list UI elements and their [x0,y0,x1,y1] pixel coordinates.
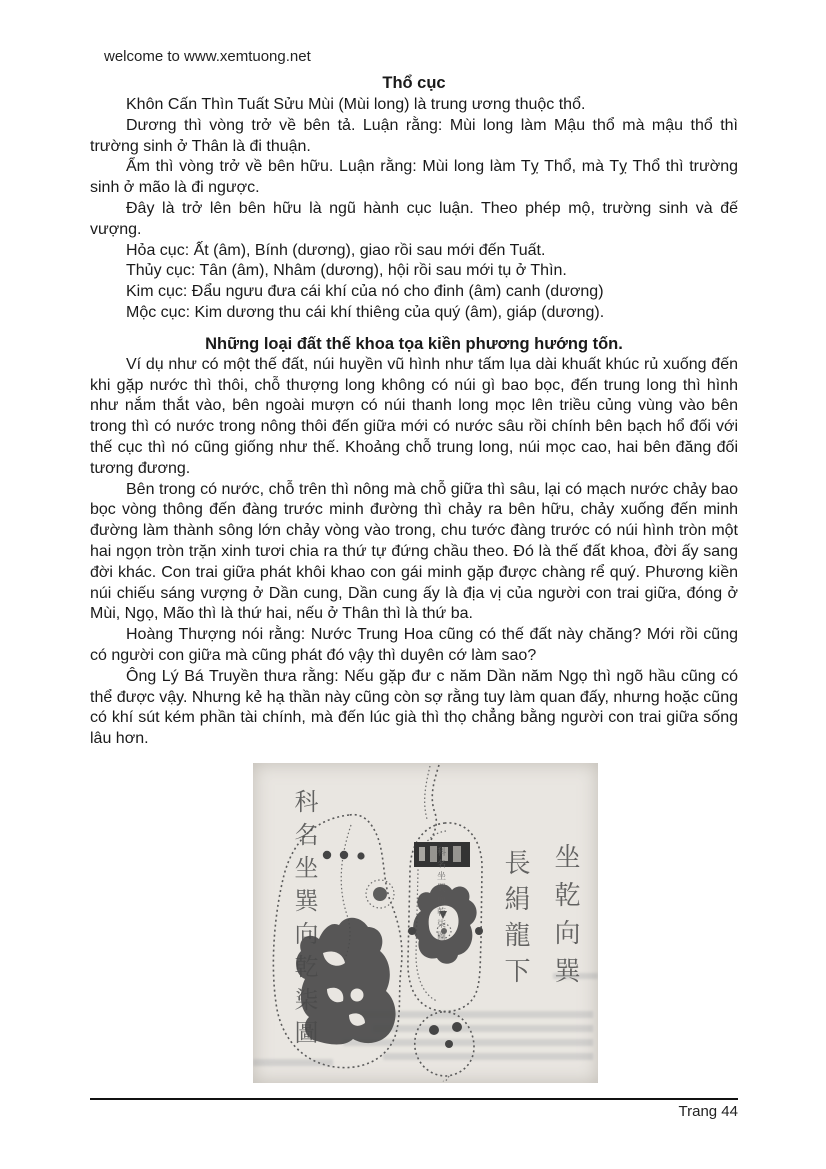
paragraph: Kim cục: Đẩu ngưu đưa cái khí của nó cho đinh (âm) canh (dương) [126,283,604,301]
paragraph: Mộc cục: Kim dương thu cái khí thiêng của quý (âm), giáp (dương). [126,303,605,321]
figure-right-outer-caption: 坐乾向巽 [550,842,580,995]
figure-left-caption: 科名坐巽向乾柒圖 [290,788,318,1053]
scanned-diagram-figure [253,763,598,1083]
footer-divider [90,1098,738,1100]
intro-paragraphs [90,95,738,324]
paragraph: Ví dụ như có một thế đất, núi huyền vũ hình như tấm lụa dài khuất khúc rủ xuống đến khi gặp nước thì thôi, chỗ thượng long không có núi gì bao bọc, đến trung long thì hình như nắm thắt vào, bên ngoài mượn có núi thanh long mọc lên triều củng vùng vào bên trong thì có nước trong nông thôi đến giữa mới có nước sâu rồi chính bên bạch hổ đối với thế cục thì nó cũng giống như thế. Khoảng chỗ trung long, núi mọc cao, hai bên đăng đối tương đương. [90,355,738,477]
paragraph: Ẩm thì vòng trở về bên hữu. Luận rằng: Mùi long làm Tỵ Thổ, mà Tỵ Thổ thì trường sinh ở mão là đi ngược. [90,158,738,197]
paragraph: Thủy cục: Tân (âm), Nhâm (dương), hội rồi sau mới tụ ở Thìn. [126,262,567,280]
paragraph: Dương thì vòng trở về bên tả. Luận rằng: Mùi long làm Mậu thổ mà mậu thổ thì trường sinh ở Thân là đi thuận. [90,116,738,155]
site-note: welcome to www.xemtuong.net [104,48,311,65]
paragraph: Hoàng Thượng nói rằng: Nước Trung Hoa cũng có thế đất này chăng? Mới rồi cũng có người con giữa mà cũng phát đó vậy thì duyên cớ làm sao? [90,626,738,664]
section-paragraphs [90,355,738,750]
paragraph: Hỏa cục: Ất (âm), Bính (dương), giao rồi sau mới đến Tuất. [126,241,546,259]
section-heading: Những loại đất thế khoa tọa kiền phương hướng tốn. [205,334,623,353]
document-content [90,74,738,1083]
paragraph: Đây là trở lên bên hữu là ngũ hành cục luận. Theo phép mộ, trường sinh và đế vượng. [90,199,738,238]
page-title: Thổ cục [382,74,446,92]
figure-small-caption: 科名坐巽向乾柒圖 [435,846,445,943]
paragraph: Bên trong có nước, chỗ trên thì nông mà chỗ giữa thì sâu, lại có mạch nước chảy bao bọc vòng thông đến đàng trước minh đường thì chảy ra bên hữu, chảy xuống đến minh đường làm thành sông lớn chảy vòng vào trong, chu tước đàng trước có núi hình tròn một hai ngọn tròn trặn xinh tươi chia ra thứ tự đứng chầu theo. Đó là thế đất khoa, đời ấy sang đời khác. Con trai giữa phát khôi khao con gái minh gặp được chàng rể quý. Phương kiền núi chiếu sáng vượng ở Dần cung, Dần cung ấy là địa vị của người con trai giữa, đóng ở Mùi, Ngọ, Mão thì là thứ hai, nếu ở Thân thì là thứ ba. [90,480,738,623]
paragraph: Khôn Cấn Thìn Tuất Sửu Mùi (Mùi long) là trung ương thuộc thổ. [126,96,586,113]
footer-page-number: Trang 44 [678,1103,738,1120]
paragraph: Ông Lý Bá Truyền thưa rằng: Nếu gặp đư c năm Dần năm Ngọ thì ngõ hầu cũng có thể được vậy. Nhưng kẻ hạ thần này cũng còn sợ rằng tuy làm quan đấy, nhưng hoặc cũng có khí sút kém phần tài chính, mà đến lúc già thì thọ chẳng bằng người con trai giữa sống lâu hơn. [90,667,738,748]
figure-right-inner-caption: 長絹龍下 [500,848,530,993]
